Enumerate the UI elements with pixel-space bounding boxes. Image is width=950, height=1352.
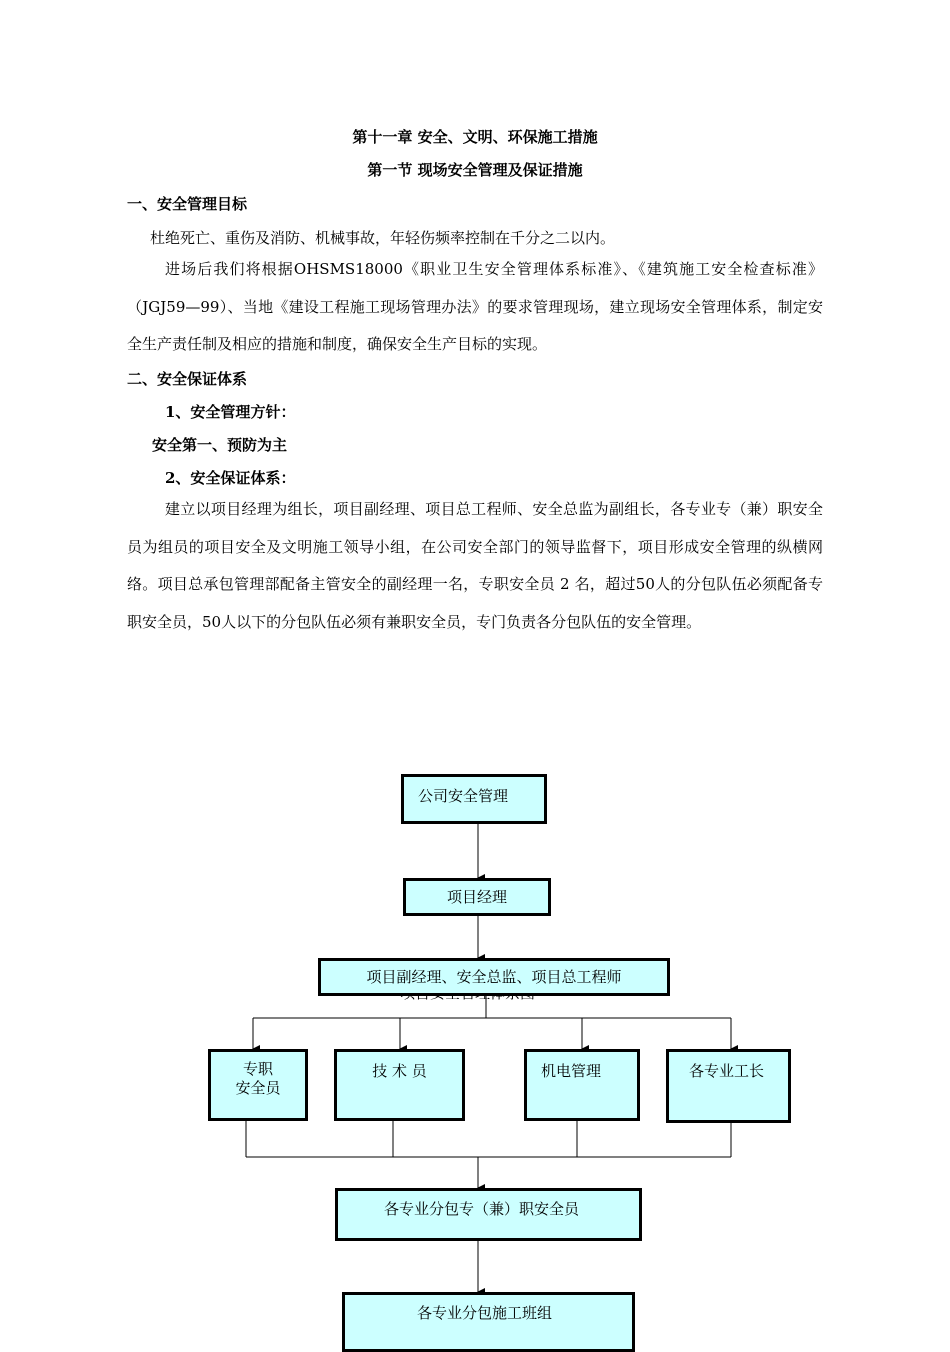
box-full-time-safety — [208, 1049, 308, 1121]
paragraph-standards: 进场后我们将根据OHSMS18000《职业卫生安全管理体系标准》、《建筑施工安全检查标准》（JGJ59—99）、当地《建设工程施工现场管理办法》的要求管理现场，建立现场安全管理体系，制定安全生产责任制及相应的措施和制度，确保安全生产目标的实现。 — [127, 260, 823, 353]
box-subcontract-teams-label: 各专业分包施工班组 — [417, 1304, 553, 1322]
policy-text: 安全第一、预防为主 — [152, 436, 288, 454]
subheading-policy: 1、安全管理方针： — [165, 403, 296, 421]
paragraph-goal: 杜绝死亡、重伤及消防、机械事故，年轻伤频率控制在千分之二以内。 — [150, 229, 616, 247]
subheading-system: 2、安全保证体系： — [165, 469, 296, 487]
paragraph-organization: 建立以项目经理为组长，项目副经理、项目总工程师、安全总监为副组长，各专业专（兼）职安全员为组员的项目安全及文明施工领导小组，在公司安全部门的领导监督下，项目形成安全管理的纵横网络。项目总承包管理部配备主管安全的副经理一名，专职安全员 2 名，超过50人的分包队伍必须配备专职安全员，50人以下的分包队伍必须有兼职安全员，专门负责各分包队伍的安全管理。 — [127, 500, 823, 631]
box-foreman — [666, 1049, 791, 1123]
box-project-manager — [403, 878, 551, 916]
box-deputy-managers-label: 项目副经理、安全总监、项目总工程师 — [366, 968, 622, 986]
box-company-safety — [401, 774, 547, 824]
box-project-manager-label: 项目经理 — [446, 888, 507, 906]
box-subcontract-teams — [342, 1292, 635, 1352]
box-full-time-safety-line2: 安全员 — [235, 1079, 281, 1097]
box-foreman-label: 各专业工长 — [689, 1062, 765, 1080]
heading-safety-system: 二、安全保证体系 — [127, 370, 248, 388]
box-mechanical-label: 机电管理 — [541, 1062, 602, 1080]
box-company-safety-label: 公司安全管理 — [418, 787, 509, 805]
box-mechanical — [524, 1049, 640, 1121]
box-technician-label: 技 术 员 — [372, 1062, 427, 1080]
box-deputy-managers — [318, 958, 670, 996]
section-title: 第一节 现场安全管理及保证措施 — [367, 161, 583, 179]
box-subcontract-safety-label: 各专业分包专（兼）职安全员 — [384, 1200, 580, 1218]
heading-safety-goal: 一、安全管理目标 — [127, 195, 248, 213]
box-technician — [334, 1049, 465, 1121]
box-subcontract-safety — [335, 1188, 642, 1241]
chapter-title: 第十一章 安全、文明、环保施工措施 — [352, 128, 598, 146]
box-full-time-safety-line1: 专职 — [242, 1060, 273, 1078]
